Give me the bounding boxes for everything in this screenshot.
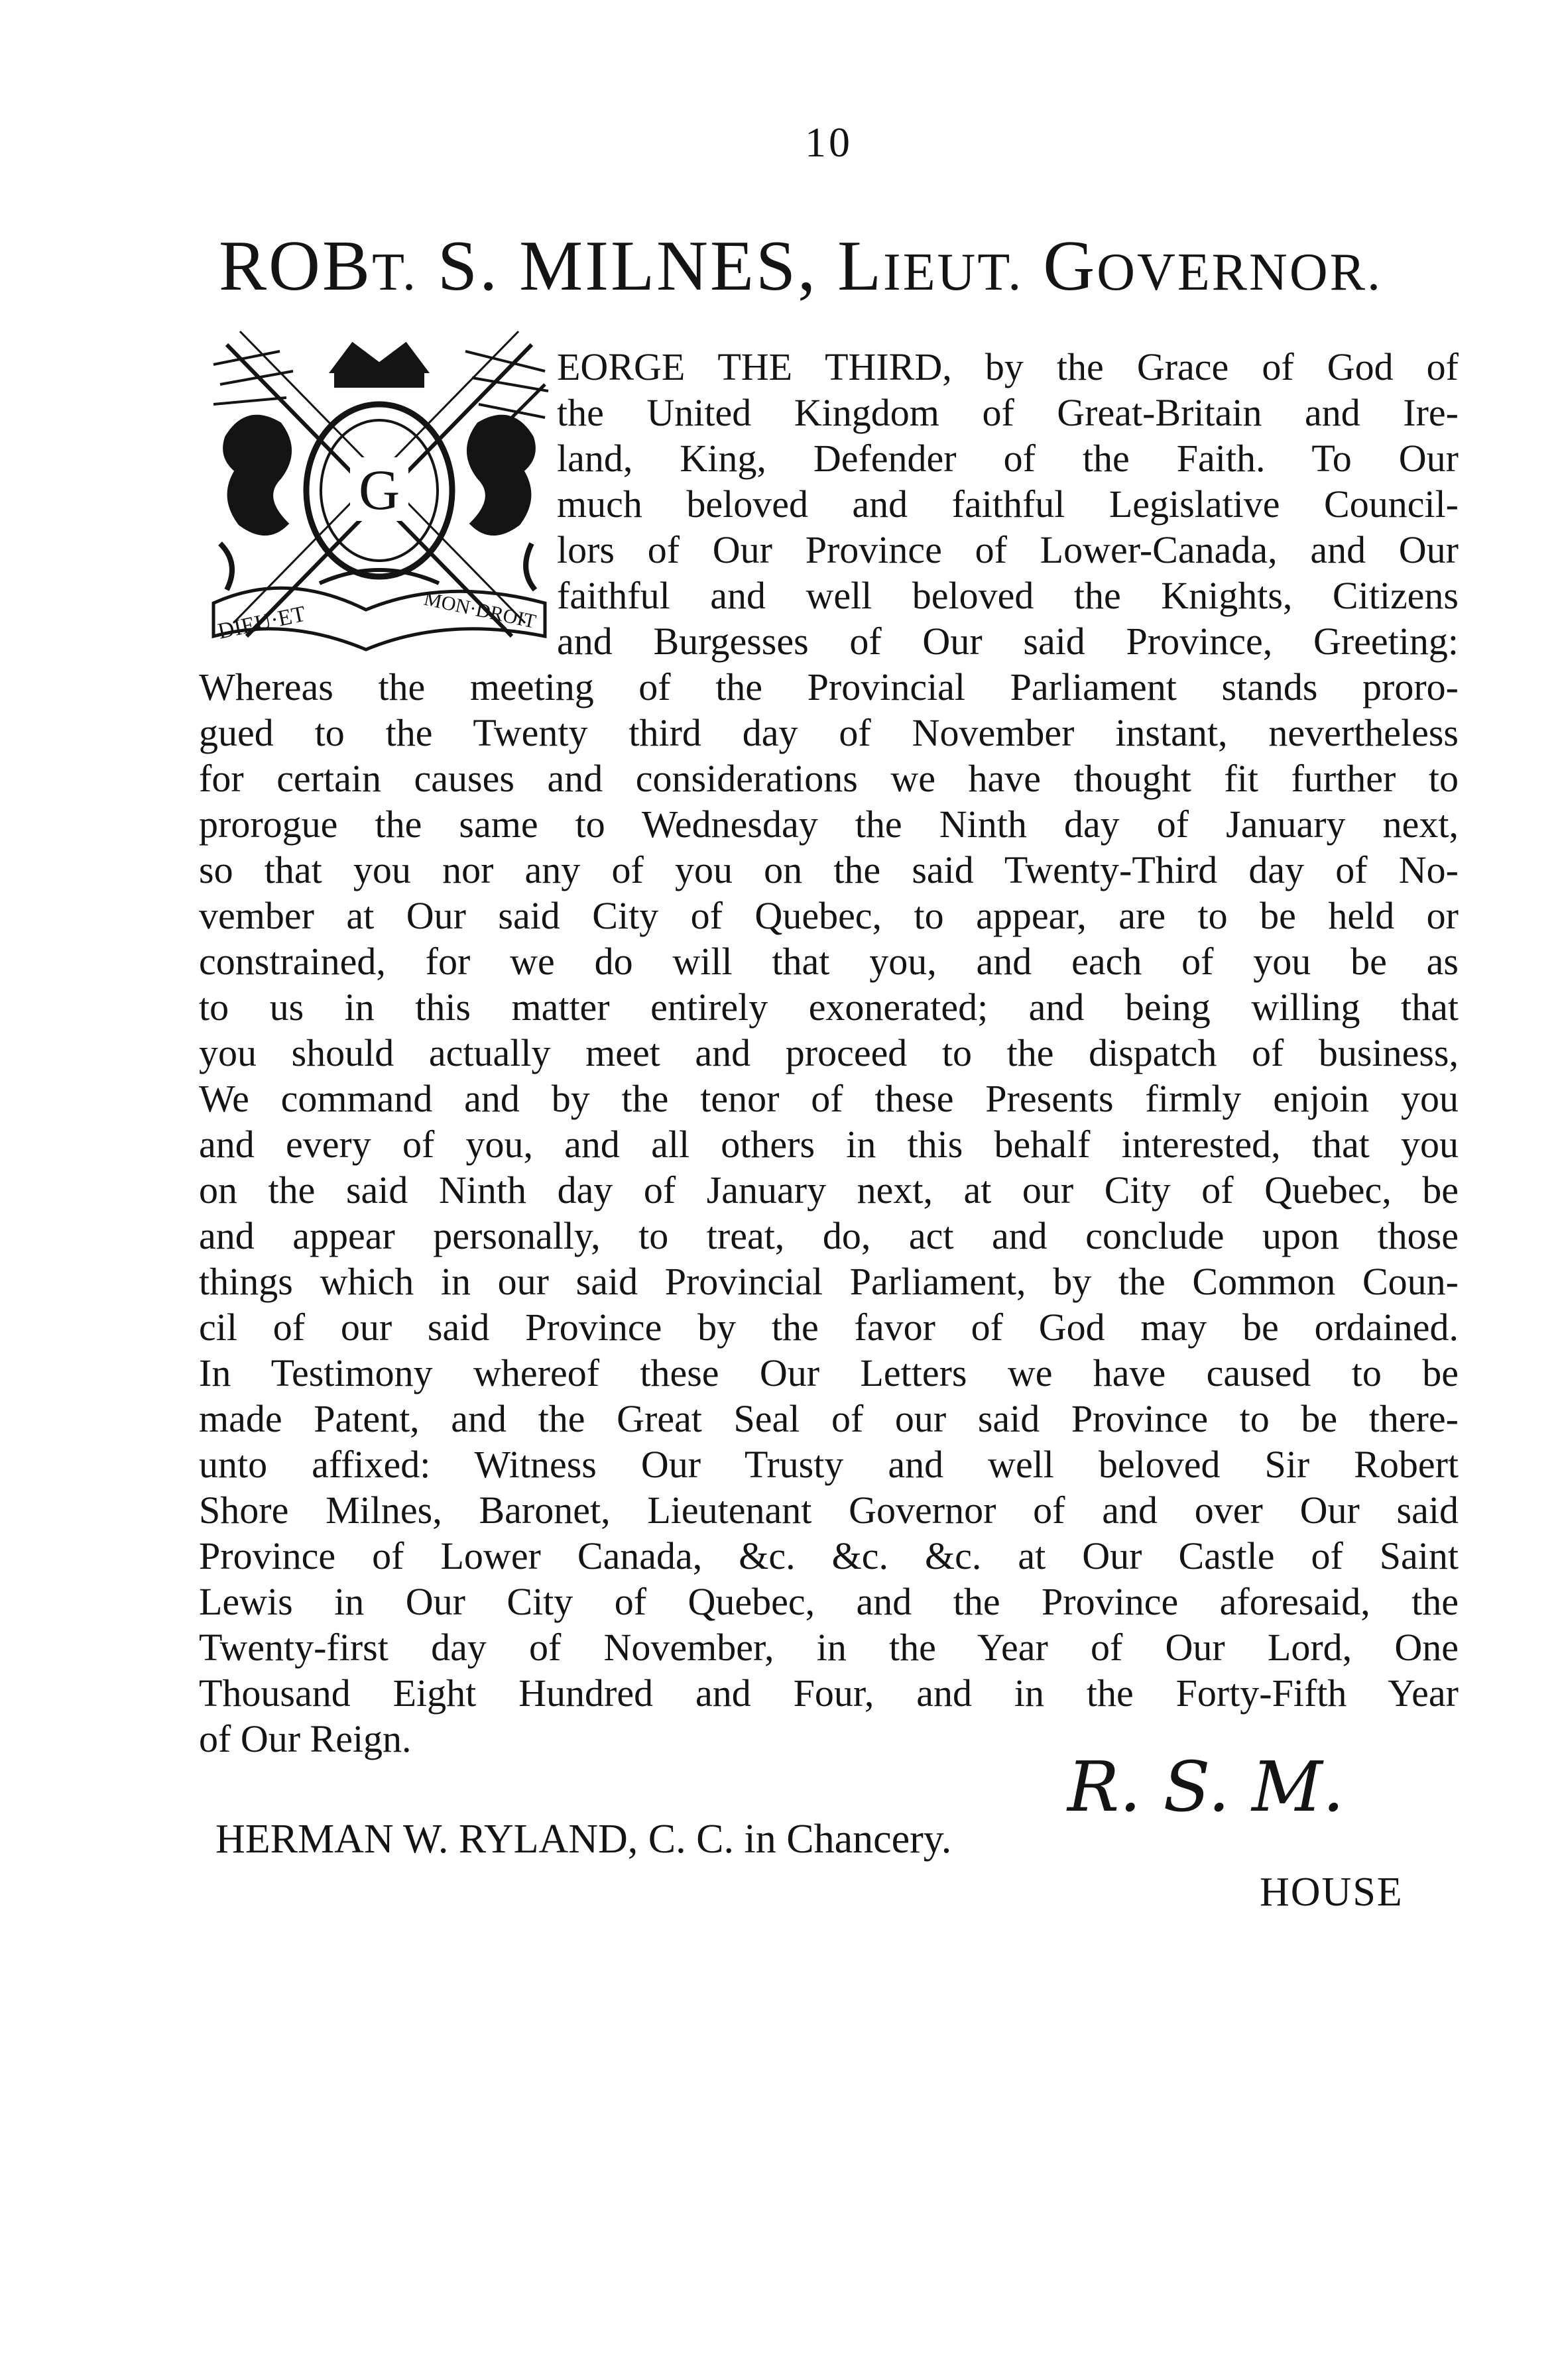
body-line: Whereas the meeting of the Provincial Parliament stands proro- bbox=[199, 665, 1459, 708]
emblem-motto-left: DIEU·ET bbox=[215, 601, 308, 644]
royal-arms-emblem bbox=[200, 325, 558, 669]
body-line: faithful and well beloved the Knights, Citizens bbox=[557, 574, 1459, 617]
catchword: HOUSE bbox=[1260, 1870, 1404, 1915]
body-line: Province of Lower Canada, &c. &c. &c. at Our Castle of Saint bbox=[199, 1534, 1459, 1577]
heading-prefix-small-caps: T. bbox=[372, 243, 418, 302]
body-line: for certain causes and considerations we have thought fit further to bbox=[199, 757, 1459, 800]
body-line: and Burgesses of Our said Province, Greeting: bbox=[557, 620, 1459, 663]
body-line: cil of our said Province by the favor of God may be ordained. bbox=[199, 1306, 1459, 1349]
body-line: gued to the Twenty third day of November instant, nevertheless bbox=[199, 711, 1459, 754]
heading-lieut-small-caps: IEUT. bbox=[883, 243, 1024, 302]
body-line: EORGE THE THIRD, by the Grace of God of bbox=[557, 345, 1459, 388]
body-line: on the said Ninth day of January next, at our City of Quebec, be bbox=[199, 1168, 1459, 1212]
heading-governor-initial: G bbox=[1023, 227, 1097, 306]
body-line: the United Kingdom of Great-Britain and Ire- bbox=[557, 391, 1459, 434]
body-line: land, King, Defender of the Faith. To Our bbox=[557, 437, 1459, 480]
body-line: constrained, for we do will that you, and each of you be as bbox=[199, 940, 1459, 983]
body-line: prorogue the same to Wednesday the Ninth day of January next, bbox=[199, 803, 1459, 846]
emblem-initial: G bbox=[358, 458, 400, 522]
body-line: things which in our said Provincial Parliament, by the Common Coun- bbox=[199, 1260, 1459, 1303]
body-line: Shore Milnes, Baronet, Lieutenant Governor of and over Our said bbox=[199, 1489, 1459, 1532]
body-line: to us in this matter entirely exonerated; and being willing that bbox=[199, 986, 1459, 1029]
body-line: In Testimony whereof these Our Letters we have caused to be bbox=[199, 1351, 1459, 1394]
clerk-signature: HERMAN W. RYLAND, C. C. in Chancery. bbox=[215, 1817, 952, 1862]
body-line: and every of you, and all others in this behalf interested, that you bbox=[199, 1123, 1459, 1166]
body-line: and appear personally, to treat, do, act and conclude upon those bbox=[199, 1214, 1459, 1257]
body-line: Twenty-first day of November, in the Year of Our Lord, One bbox=[199, 1626, 1459, 1669]
body-line: We command and by the tenor of these Presents firmly enjoin you bbox=[199, 1077, 1459, 1120]
proclamation-heading bbox=[219, 225, 1382, 308]
body-line: Lewis in Our City of Quebec, and the Province aforesaid, the bbox=[199, 1580, 1459, 1623]
body-line: made Patent, and the Great Seal of our said Province to be there- bbox=[199, 1397, 1459, 1440]
body-line: of Our Reign. bbox=[199, 1717, 412, 1760]
page-number: 10 bbox=[805, 119, 853, 166]
emblem-motto-right: MON·DROIT bbox=[422, 587, 538, 633]
body-line: you should actually meet and proceed to the dispatch of business, bbox=[199, 1031, 1459, 1074]
body-line: so that you nor any of you on the said Twenty-Third day of No- bbox=[199, 848, 1459, 891]
body-line: unto affixed: Witness Our Trusty and well beloved Sir Robert bbox=[199, 1443, 1459, 1486]
heading-middle: S. MILNES, L bbox=[418, 227, 884, 306]
body-line: lors of Our Province of Lower-Canada, and Our bbox=[557, 528, 1459, 571]
heading-prefix: ROB bbox=[219, 227, 373, 306]
body-line: much beloved and faithful Legislative Council- bbox=[557, 482, 1459, 526]
signature-initials: R. S. M. bbox=[1067, 1746, 1345, 1827]
body-line: vember at Our said City of Quebec, to appear, are to be held or bbox=[199, 894, 1459, 937]
body-line: Thousand Eight Hundred and Four, and in the Forty-Fifth Year bbox=[199, 1672, 1459, 1715]
heading-governor-small-caps: OVERNOR. bbox=[1097, 243, 1382, 302]
